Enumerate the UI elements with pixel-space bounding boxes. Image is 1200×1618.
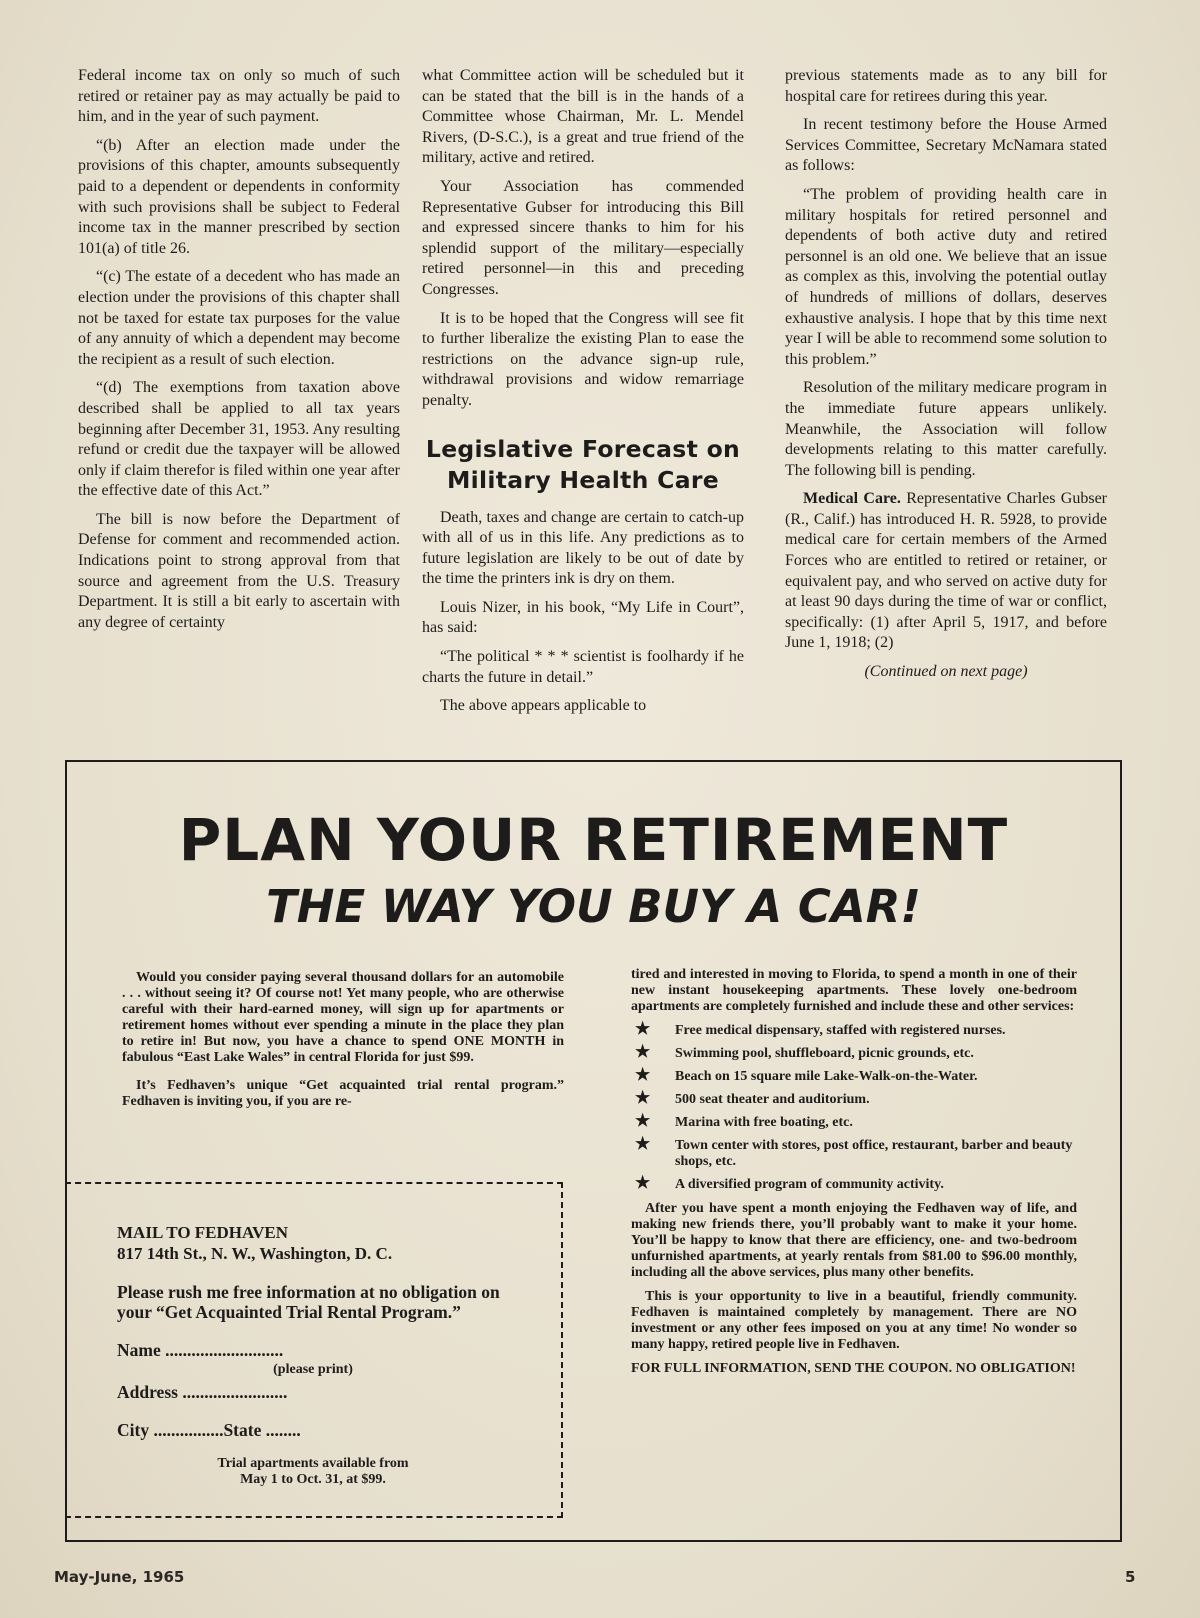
- ad-call-to-action: FOR FULL INFORMATION, SEND THE COUPON. NO OBLIGATION!: [631, 1361, 1076, 1376]
- fedhaven-advertisement: [65, 760, 1122, 1542]
- run-in-heading: Medical Care.: [803, 490, 901, 508]
- service-text: Town center with stores, post office, restaurant, barber and beauty shops, etc.: [675, 1138, 1073, 1169]
- list-item: [631, 1065, 1077, 1085]
- paragraph: In recent testimony before the House Armed Services Committee, Secretary McNamara stated as follows:: [785, 116, 1107, 175]
- list-item: [631, 1019, 1077, 1039]
- address-dots: ........................: [177, 1382, 288, 1402]
- paragraph: “(d) The exemptions from taxation above described shall be applied to all tax years beginning after December 31, 1953. Any resulting refund or credit due the taxpayer will be allowed only if claim therefor is filed within one year after the effective date of this Act.”: [78, 379, 400, 500]
- service-text: Beach on 15 square mile Lake-Walk-on-the-Water.: [675, 1069, 978, 1084]
- ad-paragraph: It’s Fedhaven’s unique “Get acquainted trial rental program.” Fedhaven is inviting you, if you are re-: [122, 1078, 564, 1109]
- coupon-body: [117, 1222, 509, 1488]
- section-heading: [422, 434, 744, 496]
- coupon-request: Please rush me free information at no obligation on your “Get Acquainted Trial Rental Program.”: [117, 1282, 500, 1322]
- paragraph-body: Representative Charles Gubser (R., Calif.) has introduced H. R. 5928, to provide medical care for certain members of the Armed Forces who are entitled to retired or retainer, or equivalent pay, and who served on active duty for at least 90 days during the time of war or conflict, specifically: (1) after April 5, 1917, and before June 1, 1918; (2): [785, 490, 1108, 652]
- ad-right-copy: [631, 967, 1077, 1385]
- article-column-2: [422, 66, 744, 725]
- paragraph: Your Association has commended Representative Gubser for introducing this Bill and expressed sincere thanks to him for his splendid support of the military—especially retired personnel—in this and preceding Congresses.: [422, 177, 744, 298]
- continued-note: (Continued on next page): [864, 663, 1028, 681]
- list-item: [631, 1134, 1077, 1170]
- paragraph: It is to be hoped that the Congress will see fit to further liberalize the existing Plan to ease the restrictions on the advance sign-up rule, withdrawal provisions and widow remarriage penalty.: [422, 309, 744, 409]
- star-icon: ★: [635, 1173, 651, 1192]
- city-dots: ................: [149, 1420, 224, 1440]
- heading-line-1: Legislative Forecast on: [425, 434, 741, 463]
- paragraph: Louis Nizer, in his book, “My Life in Court”, has said:: [422, 598, 744, 637]
- name-field[interactable]: [117, 1340, 509, 1360]
- list-item: [631, 1111, 1077, 1131]
- heading-line-2: Military Health Care: [446, 465, 720, 494]
- star-icon: ★: [635, 1019, 651, 1038]
- trial-line-1: Trial apartments available from: [217, 1456, 409, 1471]
- service-text: Free medical dispensary, staffed with registered nurses.: [675, 1023, 1006, 1038]
- trial-availability: [117, 1456, 509, 1488]
- list-item: [631, 1088, 1077, 1108]
- ad-headline: PLAN YOUR RETIREMENT: [178, 806, 1009, 874]
- service-text: A diversified program of community activity.: [675, 1177, 944, 1192]
- paragraph: Resolution of the military medicare program in the immediate future appears unlikely. Meanwhile, the Association will follow developments relating to this matter carefully. The following bill is pending.: [785, 379, 1107, 479]
- address-field[interactable]: [117, 1382, 509, 1402]
- star-icon: ★: [635, 1111, 651, 1130]
- paragraph: “(c) The estate of a decedent who has made an election under the provisions of this chapter shall not be taxed for estate tax purposes for the value of any annuity of which a dependent may become the recipient as a result of such election.: [78, 268, 400, 368]
- ad-paragraph: After you have spent a month enjoying the Fedhaven way of life, and making new friends there, you’ll probably want to make it your home. You’ll be happy to know that there are efficiency, one- and two-bedroom unfurnished apartments, at yearly rentals from $81.00 to $96.00 monthly, including all the above services, plus many other benefits.: [631, 1201, 1077, 1280]
- ad-paragraph: This is your opportunity to live in a beautiful, friendly community. Fedhaven is maintained completely by management. There are NO investment or any other fees imposed on you at any time! No wonder so many happy, retired people live in Fedhaven.: [631, 1289, 1077, 1352]
- star-icon: ★: [635, 1065, 651, 1084]
- please-print-note: (please print): [273, 1362, 353, 1377]
- city-state-field[interactable]: [117, 1420, 509, 1440]
- services-list: [631, 1019, 1077, 1193]
- address-label: Address: [117, 1382, 178, 1402]
- paragraph: [785, 489, 1107, 654]
- article-column-3: [785, 66, 1107, 691]
- service-text: 500 seat theater and auditorium.: [675, 1092, 870, 1107]
- page-number: 5: [1125, 1568, 1136, 1586]
- paragraph: Death, taxes and change are certain to catch-up with all of us in this life. Any predictions as to future legislation are likely to be out of date by the time the printers ink is dry on them.: [422, 508, 744, 588]
- paragraph: previous statements made as to any bill for hospital care for retirees during this year.: [785, 67, 1107, 105]
- trial-line-2: May 1 to Oct. 31, at $99.: [240, 1472, 386, 1487]
- paragraph: The above appears applicable to: [440, 697, 647, 715]
- list-item: [631, 1173, 1077, 1193]
- paragraph: what Committee action will be scheduled but it can be stated that the bill is in the hands of a Committee whose Chairman, Mr. L. Mendel Rivers, (D-S.C.), is a great and true friend of the military, active and retired.: [422, 67, 744, 167]
- state-dots: ........: [261, 1420, 301, 1440]
- ad-paragraph: tired and interested in moving to Florida, to spend a month in one of their new instant housekeeping apartments. These lovely one-bedroom apartments are completely furnished and include these and other services:: [631, 967, 1077, 1014]
- star-icon: ★: [635, 1134, 651, 1153]
- quote: “The political * * * scientist is foolhardy if he charts the future in detail.”: [422, 648, 744, 686]
- ad-subheadline: THE WAY YOU BUY A CAR!: [266, 880, 921, 933]
- paragraph: Federal income tax on only so much of such retired or retainer pay as may actually be paid to him, and in the year of such payment.: [78, 67, 400, 126]
- star-icon: ★: [635, 1042, 651, 1061]
- quote: “The problem of providing health care in military hospitals for retired personnel and dependents of both active duty and retired personnel is an old one. We believe that an issue as complex as this, involving the potential outlay of hundreds of millions of dollars, deserves exhaustive analysis. I hope that by this time next year I will be able to recommend some solution to this problem.”: [785, 185, 1107, 368]
- city-label: City: [117, 1420, 150, 1440]
- list-item: [631, 1042, 1077, 1062]
- name-label: Name: [117, 1340, 161, 1360]
- service-text: Swimming pool, shuffleboard, picnic grounds, etc.: [675, 1046, 974, 1061]
- coupon-address: 817 14th St., N. W., Washington, D. C.: [117, 1244, 393, 1263]
- article-column-1: [78, 66, 400, 641]
- issue-date: May-June, 1965: [54, 1568, 185, 1586]
- paragraph: The bill is now before the Department of Defense for comment and recommended action. Indications point to strong approval from that source and agreement from the U.S. Treasury Department. It is still a bit early to ascertain with any degree of certainty: [78, 510, 400, 631]
- paragraph: “(b) After an election made under the provisions of this chapter, amounts subsequently paid to a dependent or dependents in conformity with such provisions shall be subject to Federal income tax in the manner prescribed by section 101(a) of title 26.: [78, 136, 400, 257]
- coupon-mail-to: MAIL TO FEDHAVEN: [117, 1223, 288, 1242]
- star-icon: ★: [635, 1088, 651, 1107]
- service-text: Marina with free boating, etc.: [675, 1115, 853, 1130]
- name-dots: ...........................: [160, 1340, 284, 1360]
- mail-coupon[interactable]: [65, 1182, 563, 1518]
- state-label: State: [223, 1420, 262, 1440]
- ad-paragraph: Would you consider paying several thousand dollars for an automobile . . . without seeing it? Of course not! Yet many people, who are otherwise careful with their hard-earned money, will sign up for apartments or retirement homes without ever spending a minute in the place they plan to retire in! But now, you have a chance to spend ONE MONTH in fabulous “East Lake Wales” in central Florida for just $99.: [122, 970, 564, 1065]
- ad-left-copy: [122, 970, 564, 1122]
